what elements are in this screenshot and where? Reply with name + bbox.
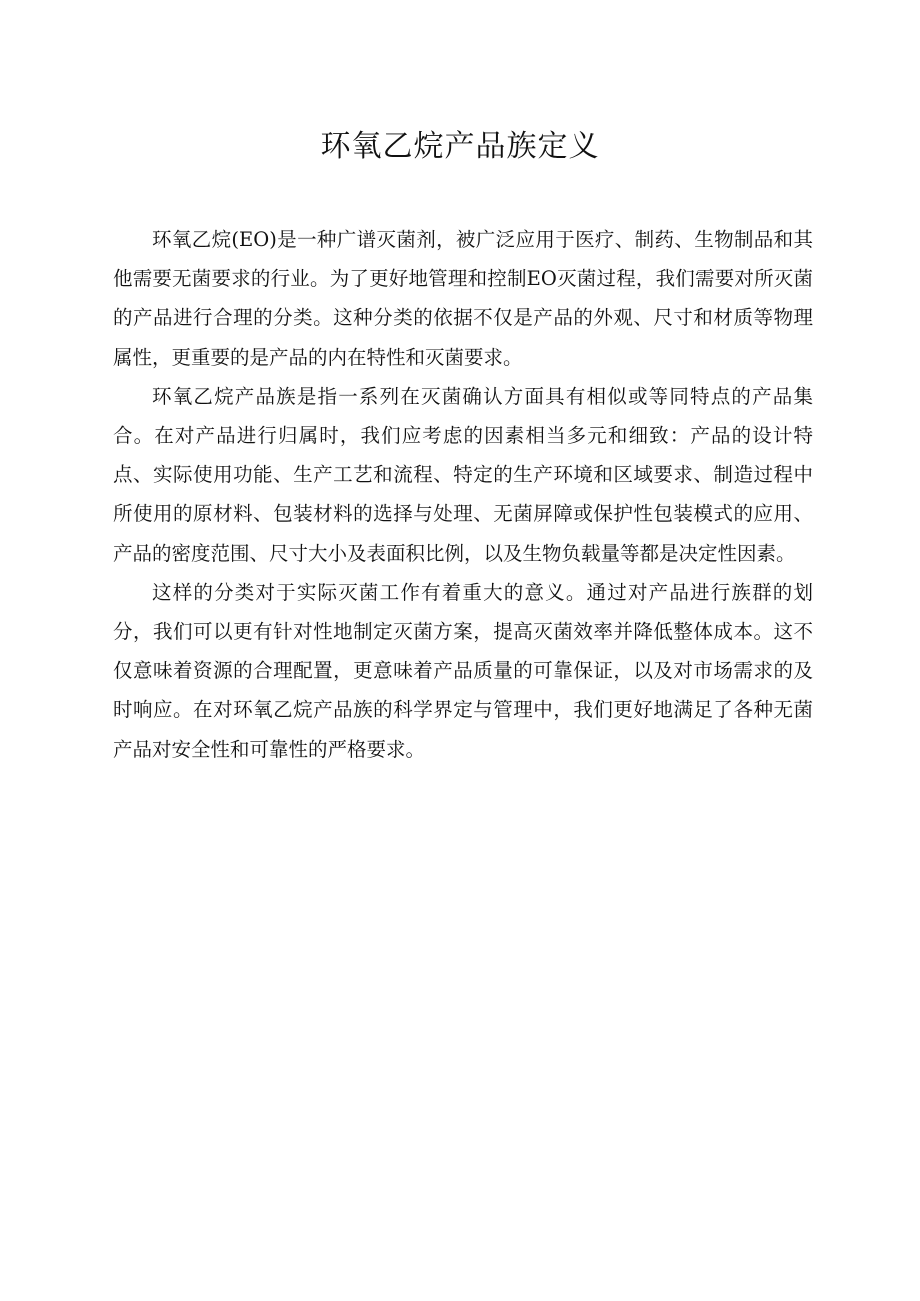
document-title: 环氧乙烷产品族定义	[320, 129, 600, 164]
paragraph-3: 这样的分类对于实际灭菌工作有着重大的意义。通过对产品进行族群的划分，我们可以更有针对性地制定灭菌方案，提高灭菌效率并降低整体成本。这不仅意味着资源的合理配置，更意味着产品质量的可靠保证，以及对市场需求的及时响应。在对环氧乙烷产品族的科学界定与管理中，我们更好地满足了各种无菌产品对安全性和可靠性的严格要求。	[113, 580, 813, 761]
document-body	[113, 220, 813, 769]
paragraph-2: 环氧乙烷产品族是指一系列在灭菌确认方面具有相似或等同特点的产品集合。在对产品进行归属时，我们应考虑的因素相当多元和细致：产品的设计特点、实际使用功能、生产工艺和流程、特定的生产环境和区域要求、制造过程中所使用的原材料、包装材料的选择与处理、无菌屏障或保护性包装模式的应用、产品的密度范围、尺寸大小及表面积比例，以及生物负载量等都是决定性因素。	[113, 384, 813, 565]
paragraph-1: 环氧乙烷(EO)是一种广谱灭菌剂，被广泛应用于医疗、制药、生物制品和其他需要无菌要求的行业。为了更好地管理和控制EO灭菌过程，我们需要对所灭菌的产品进行合理的分类。这种分类的依据不仅是产品的外观、尺寸和材质等物理属性，更重要的是产品的内在特性和灭菌要求。	[113, 228, 813, 369]
